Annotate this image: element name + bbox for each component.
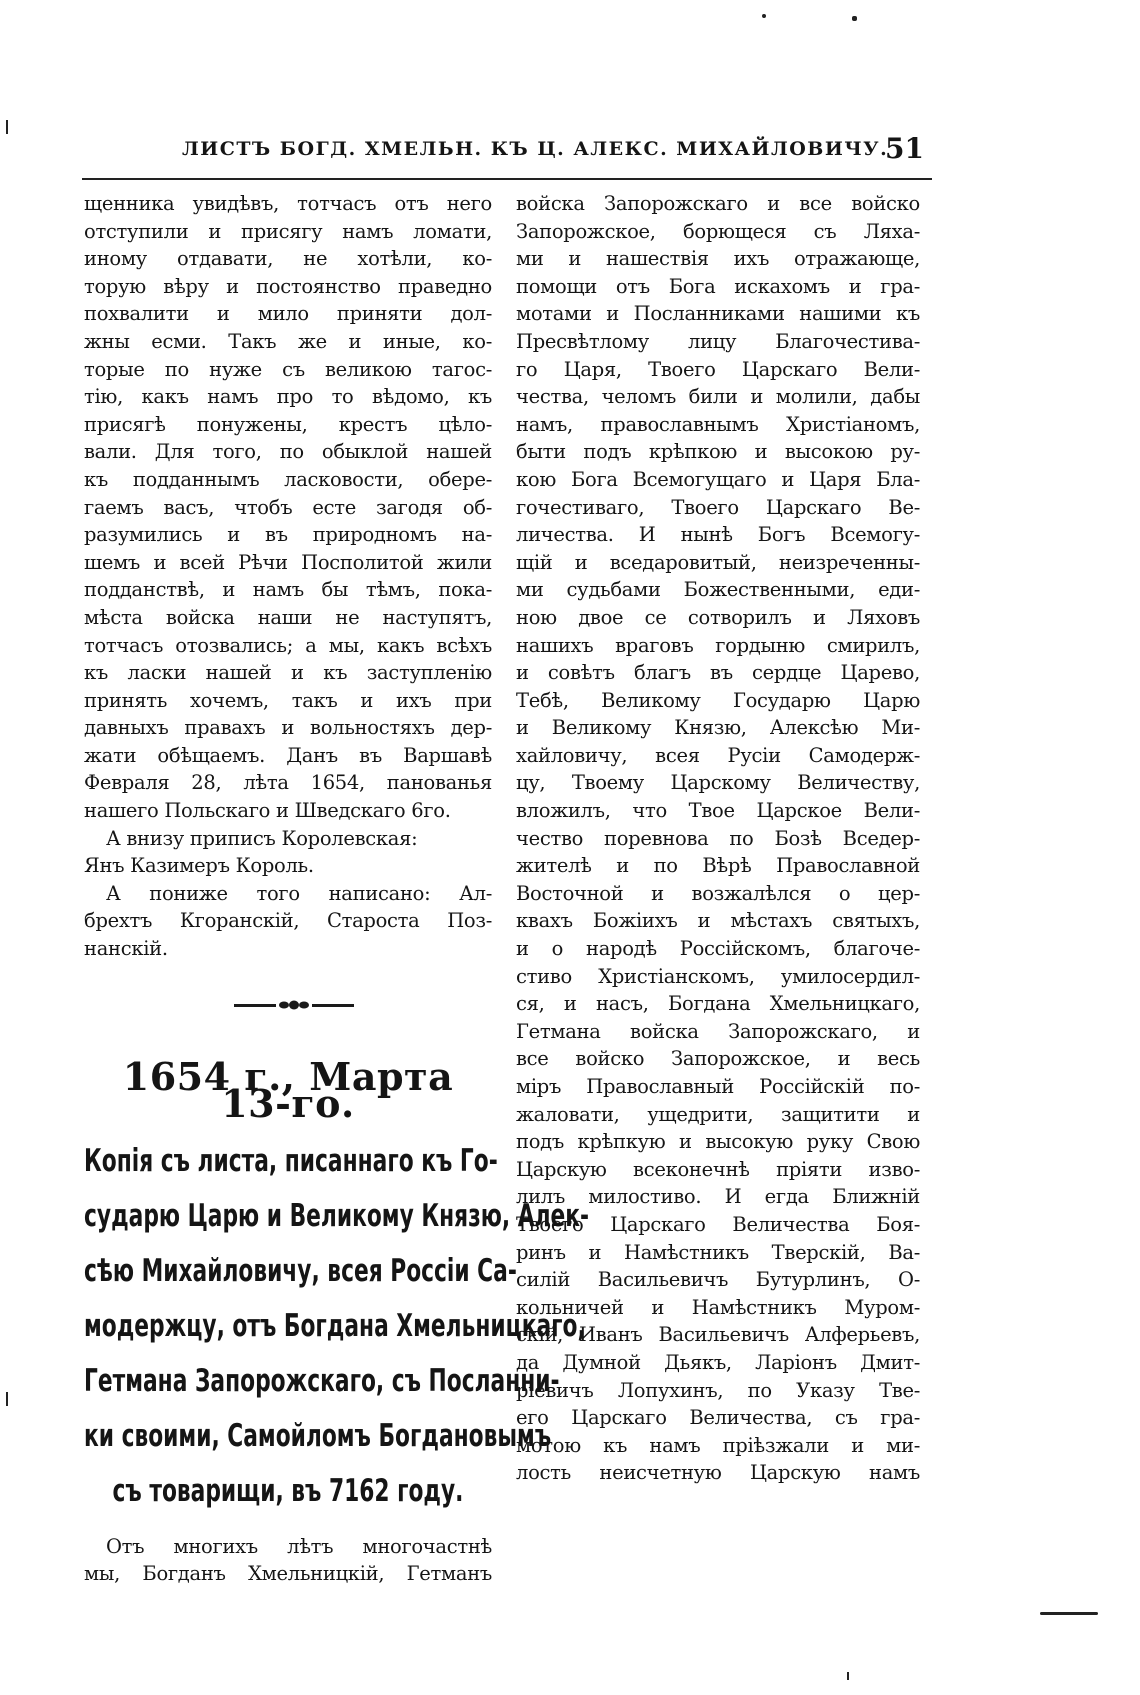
text-line: присягѣ понужены, крестъ цѣло-: [84, 412, 492, 436]
text-line: нашихъ враговъ гордыню смирилъ,: [516, 633, 920, 657]
text-line: и Великому Князю, Алексѣю Ми-: [516, 716, 920, 740]
text-line: личества. И нынѣ Богъ Всемогу-: [516, 523, 920, 547]
text-line: подъ крѣпкую и высокую руку Свою: [516, 1130, 920, 1154]
document-date-heading: 1654 г., Марта 13-го.: [122, 1053, 454, 1127]
text-line: Восточной и возжалѣлся о цер-: [516, 881, 920, 905]
title-line: ки своими, Самойломъ Богдановымъ: [84, 1417, 552, 1454]
text-line: его Царскаго Величества, съ гра-: [516, 1406, 920, 1430]
right-column: [516, 190, 920, 1487]
text-line: Запорожское, борющеся съ Ляха-: [516, 219, 920, 243]
text-line: цу, Твоему Царскому Величеству,: [516, 771, 920, 795]
text-line: скій, Иванъ Васильевичъ Алферьевъ,: [516, 1323, 920, 1347]
postscript-line: А пониже того написано: Ал-: [106, 881, 492, 905]
text-line: Тебѣ, Великому Государю Царю: [516, 688, 920, 712]
text-line: и о народѣ Россійскомъ, благоче-: [516, 937, 920, 961]
text-line: го Царя, Твоего Царскаго Вели-: [516, 357, 920, 381]
text-line: тію, какъ намъ про то вѣдомо, къ: [84, 385, 492, 409]
text-line: давныхъ правахъ и вольностяхъ дер-: [84, 716, 492, 740]
text-line: жителѣ и по Вѣрѣ Православной: [516, 854, 920, 878]
text-line: кою Бога Всемогущаго и Царя Бла-: [516, 467, 920, 491]
postscript-line: А внизу приписъ Королевская:: [106, 826, 418, 850]
text-line: шемъ и всей Рѣчи Посполитой жили: [84, 550, 492, 574]
title-line: сѣю Михайловичу, всея Россіи Са-: [84, 1252, 517, 1289]
text-line: силій Васильевичъ Бутурлинъ, О-: [516, 1268, 920, 1292]
left-column: [84, 190, 590, 1588]
text-line: войска Запорожскаго и все войско: [516, 192, 920, 215]
divider-bar-right: [312, 1004, 354, 1007]
text-line: Февраля 28, лѣта 1654, панованья: [84, 771, 492, 795]
text-line: разумились и въ природномъ на-: [84, 523, 492, 547]
title-line: сударю Царю и Великому Князю, Алек-: [84, 1197, 590, 1234]
text-line: квахъ Божіихъ и мѣстахъ святыхъ,: [516, 909, 920, 933]
text-line: да Думной Дьякъ, Ларіонъ Дмит-: [516, 1350, 920, 1374]
text-line: мѣста войска наши не наступятъ,: [84, 605, 492, 629]
page-number: 51: [885, 132, 924, 165]
left-body-text: [84, 190, 492, 825]
print-speck: [852, 16, 857, 21]
text-line: помощи отъ Бога искахомъ и гра-: [516, 274, 920, 298]
text-line: ною двое се сотворилъ и Ляховъ: [516, 605, 920, 629]
text-line: лость неисчетную Царскую намъ: [516, 1461, 920, 1485]
text-line: жати обѣщаемъ. Данъ въ Варшавѣ: [84, 743, 492, 767]
text-line: ми и нашествія ихъ отражающе,: [516, 247, 920, 271]
title-line: модержцу, отъ Богдана Хмельницкаго,: [84, 1307, 586, 1344]
document-title: [84, 1134, 590, 1519]
text-line: жаловати, ущедрити, защитити и: [516, 1102, 920, 1126]
text-line: мотами и Посланниками нашими къ: [516, 302, 920, 326]
postscript-line: брехтъ Кгоранскій, Староста Поз-: [84, 909, 492, 933]
text-line: вали. Для того, по обыклой нашей: [84, 440, 492, 464]
letter-opening: [84, 1533, 492, 1588]
text-line: похвалити и мило приняти дол-: [84, 302, 492, 326]
signature-line: Янъ Казимеръ Король.: [84, 854, 314, 878]
text-line: щій и вседаровитый, неизреченны-: [516, 550, 920, 574]
text-line: подданствѣ, и намъ бы тѣмъ, пока-: [84, 578, 492, 602]
margin-tick: [6, 120, 8, 134]
text-line: вложилъ, что Твое Царское Вели-: [516, 799, 920, 823]
text-line: иному отдавати, не хотѣли, ко-: [84, 247, 492, 271]
text-line: быти подъ крѣпкою и высокою ру-: [516, 440, 920, 464]
text-line: мотою къ намъ пріѣзжали и ми-: [516, 1433, 920, 1457]
text-line: мы, Богданъ Хмельницкій, Гетманъ: [84, 1562, 492, 1586]
text-line: стиво Христіанскомъ, умилосердил-: [516, 964, 920, 988]
text-line: принять хочемъ, такъ и ихъ при: [84, 688, 492, 712]
text-line: Твоего Царскаго Величества Боя-: [516, 1212, 920, 1236]
divider-bar-left: [234, 1004, 276, 1007]
title-line: Гетмана Запорожскаго, съ Посланни-: [84, 1362, 560, 1399]
text-line: чество поревнова по Бозѣ Вседер-: [516, 826, 920, 850]
text-line: ринъ и Намѣстникъ Тверскій, Ва-: [516, 1240, 920, 1264]
text-line: намъ, православнымъ Христіаномъ,: [516, 412, 920, 436]
text-line: и совѣтъ благъ въ сердце Царево,: [516, 661, 920, 685]
postscript-line: нанскій.: [84, 937, 168, 961]
text-line: Царскую всеконечнѣ пріяти изво-: [516, 1157, 920, 1181]
text-line: торые по нуже съ великою тагос-: [84, 357, 492, 381]
text-line: Пресвѣтлому лицу Благочестива-: [516, 329, 920, 353]
text-line: все войско Запорожское, и весь: [516, 1047, 920, 1071]
running-title: ЛИСТЪ БОГД. ХМЕЛЬН. КЪ Ц. АЛЕКС. МИХАЙЛОВИЧУ.: [182, 138, 889, 160]
text-line: нашего Польскаго и Шведскаго 6го.: [84, 799, 451, 823]
title-line: Копія съ листа, писаннаго къ Го-: [84, 1142, 498, 1179]
text-line: гочестиваго, Твоего Царскаго Ве-: [516, 495, 920, 519]
title-line: съ товарищи, въ 7162 году.: [112, 1472, 464, 1509]
divider-dots: [278, 999, 310, 1011]
text-line: жны есми. Такъ же и иные, ко-: [84, 329, 492, 353]
text-line: хайловичу, всея Русіи Самодерж-: [516, 743, 920, 767]
postscript: [84, 825, 492, 963]
text-line: міръ Православный Россійскій по-: [516, 1075, 920, 1098]
text-line: отступили и присягу намъ ломати,: [84, 219, 492, 243]
running-header: [82, 132, 932, 180]
text-line: къ ласки нашей и къ заступленію: [84, 661, 492, 685]
text-line: ся, и насъ, Богдана Хмельницкаго,: [516, 992, 920, 1016]
text-line: щенника увидѣвъ, тотчасъ отъ него: [84, 192, 492, 215]
right-body-text: [516, 190, 920, 1487]
margin-tick: [6, 1392, 8, 1406]
text-line: Отъ многихъ лѣтъ многочастнѣ: [106, 1534, 492, 1558]
text-line: ми судьбами Божественными, еди-: [516, 578, 920, 602]
text-line: Гетмана войска Запорожскаго, и: [516, 1019, 920, 1043]
text-line: ріевичъ Лопухинъ, по Указу Тве-: [516, 1378, 920, 1402]
text-line: торую вѣру и постоянство праведно: [84, 274, 492, 298]
text-line: гаемъ васъ, чтобъ есте загодя об-: [84, 495, 492, 519]
text-line: лилъ милостиво. И егда Ближній: [516, 1185, 920, 1209]
text-line: чества, челомъ били и молили, дабы: [516, 385, 920, 409]
section-divider-ornament: [234, 999, 354, 1011]
text-line: къ подданнымъ ласковости, обере-: [84, 467, 492, 491]
text-line: кольничей и Намѣстникъ Муром-: [516, 1295, 920, 1319]
print-speck: [762, 14, 766, 18]
print-speck: [847, 1672, 849, 1680]
margin-dash: [1040, 1612, 1098, 1615]
text-line: тотчасъ отозвались; а мы, какъ всѣхъ: [84, 633, 492, 657]
